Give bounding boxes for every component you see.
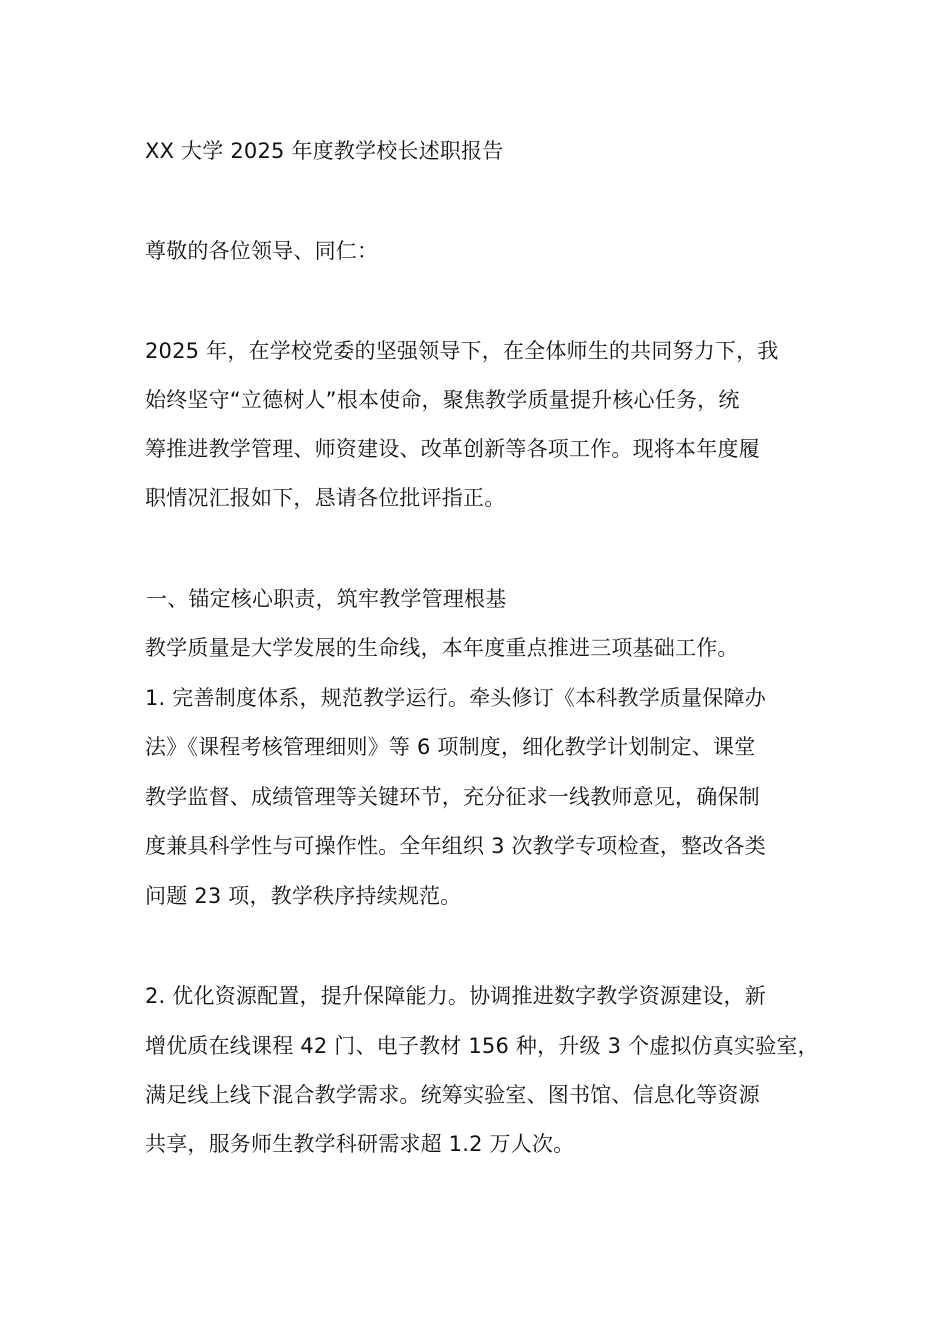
intro-line: 职情况汇报如下，恳请各位批评指正。 <box>145 486 506 510</box>
item2-line: 共享，服务师生教学科研需求超 1.2 万人次。 <box>145 1132 575 1156</box>
intro-line: 2025 年，在学校党委的坚强领导下，在全体师生的共同努力下，我 <box>145 339 779 363</box>
section-heading: 一、锚定核心职责，筑牢教学管理根基 <box>146 587 507 611</box>
item1-line: 度兼具科学性与可操作性。全年组织 3 次教学专项检查，整改各类 <box>145 834 766 858</box>
item2-line: 满足线上线下混合教学需求。统筹实验室、图书馆、信息化等资源 <box>145 1083 760 1107</box>
greeting: 尊敬的各位领导、同仁： <box>145 239 379 263</box>
document-title: XX 大学 2025 年度教学校长述职报告 <box>145 139 504 163</box>
item1-line: 教学监督、成绩管理等关键环节，充分征求一线教师意见，确保制 <box>145 785 760 809</box>
item1-line: 问题 23 项，教学秩序持续规范。 <box>145 884 462 908</box>
intro-line: 始终坚守“立德树人”根本使命，聚焦教学质量提升核心任务，统 <box>145 388 740 412</box>
section-lead: 教学质量是大学发展的生命线，本年度重点推进三项基础工作。 <box>145 636 739 660</box>
item1-line: 1. 完善制度体系，规范教学运行。牵头修订《本科教学质量保障办 <box>145 686 766 710</box>
item2-line: 增优质在线课程 42 门、电子教材 156 种，升级 3 个虚拟仿真实验室， <box>145 1034 819 1058</box>
item1-line: 法》《课程考核管理细则》等 6 项制度，细化教学计划制定、课堂 <box>145 735 756 759</box>
item2-line: 2. 优化资源配置，提升保障能力。协调推进数字教学资源建设，新 <box>145 984 766 1008</box>
intro-line: 筹推进教学管理、师资建设、改革创新等各项工作。现将本年度履 <box>145 437 760 461</box>
